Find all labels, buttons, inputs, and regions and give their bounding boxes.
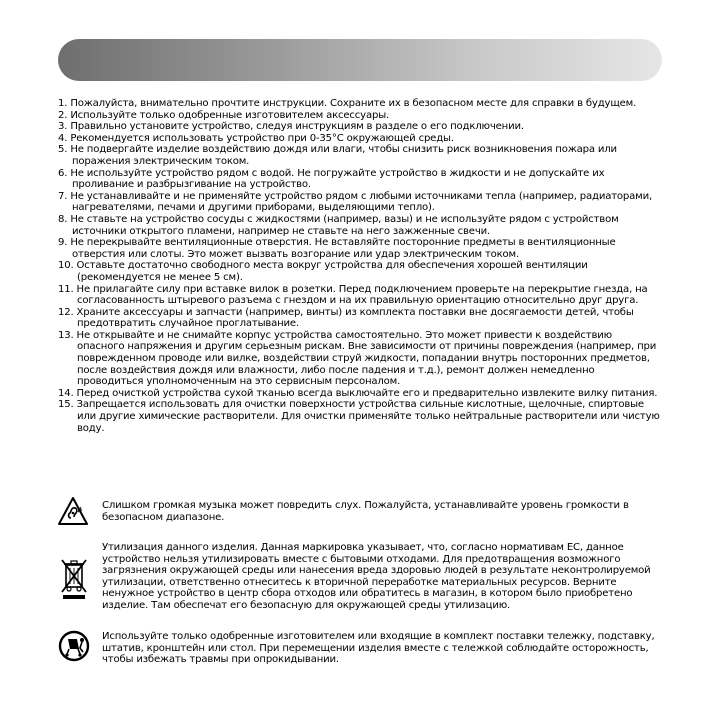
list-item-text: Не используйте устройство рядом с водой. Не погружайте устройство в жидкости и не допускайте их проливание и разбрызгивание на устройство. <box>70 167 605 191</box>
list-item-text: Запрещается использовать для очистки поверхности устройства сильные кислотные, щелочные, спиртовые или другие химические растворители. Для очистки применяйте только нейтральные растворители или чистую воду. <box>76 399 660 434</box>
list-item <box>58 330 662 388</box>
list-item <box>58 191 662 214</box>
list-item-number: 15. <box>58 399 74 411</box>
list-item-number: 4. <box>58 132 68 144</box>
list-item-text: Не подвергайте изделие воздействию дождя или влаги, чтобы снизить риск возникновения пожара или поражения электрическим током. <box>70 144 617 167</box>
list-item <box>58 168 662 191</box>
list-item <box>58 214 662 237</box>
cart-tipover-icon <box>58 630 90 662</box>
list-item <box>58 144 662 167</box>
list-item-number: 8. <box>58 213 68 225</box>
list-item-text: Не устанавливайте и не применяйте устройство рядом с любыми источниками тепла (например, радиаторами, нагревателями, печами и другими приборами, выделяющими тепло). <box>70 190 652 214</box>
cart-notice: Используйте только одобренные изготовителем или входящие в комплект поставки тележку, подставку, штатив, кронштейн или стол. При перемещении изделия вместе с тележкой соблюдайте осторожность, чтобы избежать травмы при опрокидывании. <box>102 631 655 666</box>
list-item-text: Пожалуйста, внимательно прочтите инструкции. Сохраните их в безопасном месте для справки в будущем. <box>70 98 637 109</box>
list-item-text: Рекомендуется использовать устройство при 0-35°C окружающей среды. <box>70 132 454 144</box>
list-item <box>58 260 662 283</box>
list-item-text: Оставьте достаточно свободного места вокруг устройства для обеспечения хорошей вентиляции (рекомендуется не менее 5 см). <box>76 260 588 283</box>
list-item-text: Правильно установите устройство, следуя инструкциям в разделе о его подключении. <box>70 121 524 133</box>
list-item <box>58 284 662 307</box>
list-item-number: 5. <box>58 144 68 156</box>
hearing-notice: Слишком громкая музыка может повредить слух. Пожалуйста, устанавливайте уровень громкости в безопасном диапазоне. <box>102 500 629 523</box>
list-item-text: Перед очисткой устройства сухой тканью всегда выключайте его и предварительно извлеките вилку питания. <box>76 387 658 399</box>
header-bar <box>58 39 662 81</box>
list-item-number: 3. <box>58 121 68 133</box>
list-item-number: 2. <box>58 109 68 121</box>
list-item-text: Храните аксессуары и запчасти (например, винты) из комплекта поставки вне досягаемости детей, чтобы предотвратить случайное проглатывание. <box>76 306 634 330</box>
list-item-text: Не прилагайте силу при вставке вилок в розетки. Перед подключением проверьте на перекрытие гнезда, на согласованность штыревого разъема с гнездом и на их правильную ориентацию относительно друг друга. <box>76 283 648 307</box>
list-item-number: 7. <box>58 190 68 202</box>
list-item-text: Не перекрывайте вентиляционные отверстия. Не вставляйте посторонние предметы в вентиляционные отверстия или слоты. Это может вызвать возгорание или удар электрическим током. <box>70 237 616 260</box>
list-item <box>58 388 662 400</box>
hearing-warning-icon <box>57 496 89 526</box>
list-item <box>58 237 662 260</box>
list-item-text: Не ставьте на устройство сосуды с жидкостями (например, вазы) и не используйте рядом с устройством источники открытого пламени, например не ставьте на него зажженные свечи. <box>70 213 619 237</box>
list-item <box>58 399 662 434</box>
list-item-number: 11. <box>58 283 74 295</box>
list-item <box>58 110 662 122</box>
crossed-bin-icon <box>60 556 88 600</box>
safety-instructions-list <box>58 98 662 434</box>
list-item <box>58 133 662 145</box>
list-item <box>58 98 662 110</box>
list-item <box>58 307 662 330</box>
list-item-number: 1. <box>58 98 68 109</box>
list-item-text: Не открывайте и не снимайте корпус устройства самостоятельно. Это может привести к воздействию опасного напряжения и другим серьезным рискам. Вне зависимости от причины повреждения (например, при поврежденном проводе или вилке, воздействии струй жидкости, попадании внутрь посторонних предметов, после воздействия дождя или влажности, либо после падения и т.д.), ремонт должен немедленно проводиться уполномоченным на это сервисным персоналом. <box>76 329 657 388</box>
list-item-number: 9. <box>58 237 68 249</box>
list-item <box>58 121 662 133</box>
list-item-number: 14. <box>58 387 74 399</box>
list-item-number: 12. <box>58 306 74 318</box>
disposal-notice: Утилизация данного изделия. Данная маркировка указывает, что, согласно нормативам ЕС, данное устройство нельзя утилизировать вместе с бытовыми отходами. Для предотвращения возможного загрязнения окружающей среды или нанесения вреда здоровью людей в результате неконтролируемой утилизации, ответственно отнеситесь к вторичной переработке материальных ресурсов. Верните ненужное устройство в центр сбора отходов или обратитесь в магазин, в котором было приобретено изделие. Там обеспечат его безопасную для окружающей среды утилизацию. <box>102 542 651 611</box>
list-item-number: 13. <box>58 329 74 341</box>
list-item-number: 10. <box>58 260 74 272</box>
list-item-number: 6. <box>58 167 68 179</box>
list-item-text: Используйте только одобренные изготовителем аксессуары. <box>70 109 390 121</box>
